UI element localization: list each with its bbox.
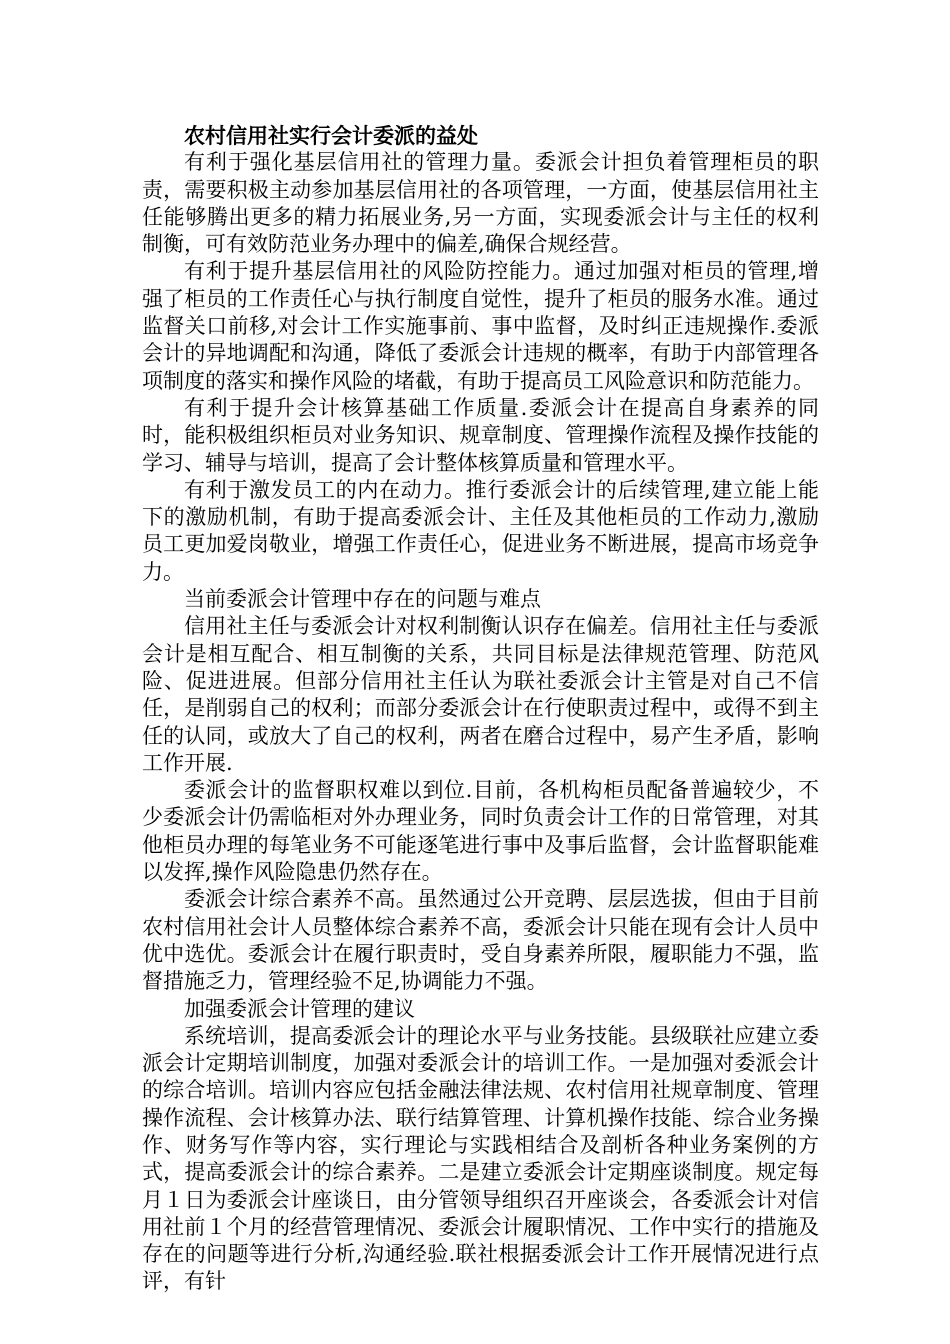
paragraph-staff-motivation: 有利于激发员工的内在动力。推行委派会计的后续管理,建立能上能下的激励机制，有助于提高委派会计、主任及其他柜员的工作动力,激励员工更加爱岗敬业，增强工作责任心，促进业务不断进展，提高市场竞争力。 <box>142 477 819 584</box>
document-title: 农村信用社实行会计委派的益处 <box>184 123 478 148</box>
section-heading-suggestions: 加强委派会计管理的建议 <box>184 996 415 1021</box>
paragraph-accounting-quality: 有利于提升会计核算基础工作质量.委派会计在提高自身素养的同时，能积极组织柜员对业务知识、规章制度、管理操作流程及操作技能的学习、辅导与培训，提高了会计整体核算质量和管理水平。 <box>142 395 819 475</box>
paragraph-training: 系统培训，提高委派会计的理论水平与业务技能。县级联社应建立委派会计定期培训制度，加强对委派会计的培训工作。一是加强对委派会计的综合培训。培训内容应包括金融法律法规、农村信用社规章制度、管理操作流程、会计核算办法、联行结算管理、计算机操作技能、综合业务操作、财务写作等内容，实行理论与实践相结合及剖析各种业务案例的方式，提高委派会计的综合素养。二是建立委派会计定期座谈制度。规定每月１日为委派会计座谈日，由分管领导组织召开座谈会，各委派会计对信用社前１个月的经营管理情况、委派会计履职情况、工作中实行的措施及存在的问题等进行分析,沟通经验.联社根据委派会计工作开展情况进行点评，有针 <box>142 1023 819 1294</box>
paragraph-power-balance: 信用社主任与委派会计对权利制衡认识存在偏差。信用社主任与委派会计是相互配合、相互制衡的关系，共同目标是法律规范管理、防范风险、促进进展。但部分信用社主任认为联社委派会计主管是对自己不信任，是削弱自己的权利；而部分委派会计在行使职责过程中，或得不到主任的认同，或放大了自己的权利，两者在磨合过程中，易产生矛盾，影响工作开展. <box>142 614 819 775</box>
paragraph-supervision: 委派会计的监督职权难以到位.目前，各机构柜员配备普遍较少，不少委派会计仍需临柜对外办理业务，同时负责会计工作的日常管理，对其他柜员办理的每笔业务不可能逐笔进行事中及事后监督，会计监督职能难以发挥,操作风险隐患仍然存在。 <box>142 778 819 885</box>
document-body <box>142 122 819 1296</box>
paragraph-risk-control: 有利于提升基层信用社的风险防控能力。通过加强对柜员的管理,增强了柜员的工作责任心与执行制度自觉性，提升了柜员的服务水准。通过监督关口前移,对会计工作实施事前、事中监督，及时纠正违规操作.委派会计的异地调配和沟通，降低了委派会计违规的概率，有助于内部管理各项制度的落实和操作风险的堵截，有助于提高员工风险意识和防范能力。 <box>142 259 819 393</box>
section-heading-problems: 当前委派会计管理中存在的问题与难点 <box>184 587 541 612</box>
paragraph-management-strength: 有利于强化基层信用社的管理力量。委派会计担负着管理柜员的职责，需要积极主动参加基层信用社的各项管理，一方面，使基层信用社主任能够腾出更多的精力拓展业务,另一方面，实现委派会计与主任的权利制衡，可有效防范业务办理中的偏差,确保合规经营。 <box>142 150 819 257</box>
paragraph-competence: 委派会计综合素养不高。虽然通过公开竞聘、层层选拔，但由于目前农村信用社会计人员整体综合素养不高，委派会计只能在现有会计人员中优中选优。委派会计在履行职责时，受自身素养所限，履职能力不强，监督措施乏力，管理经验不足,协调能力不强。 <box>142 887 819 994</box>
